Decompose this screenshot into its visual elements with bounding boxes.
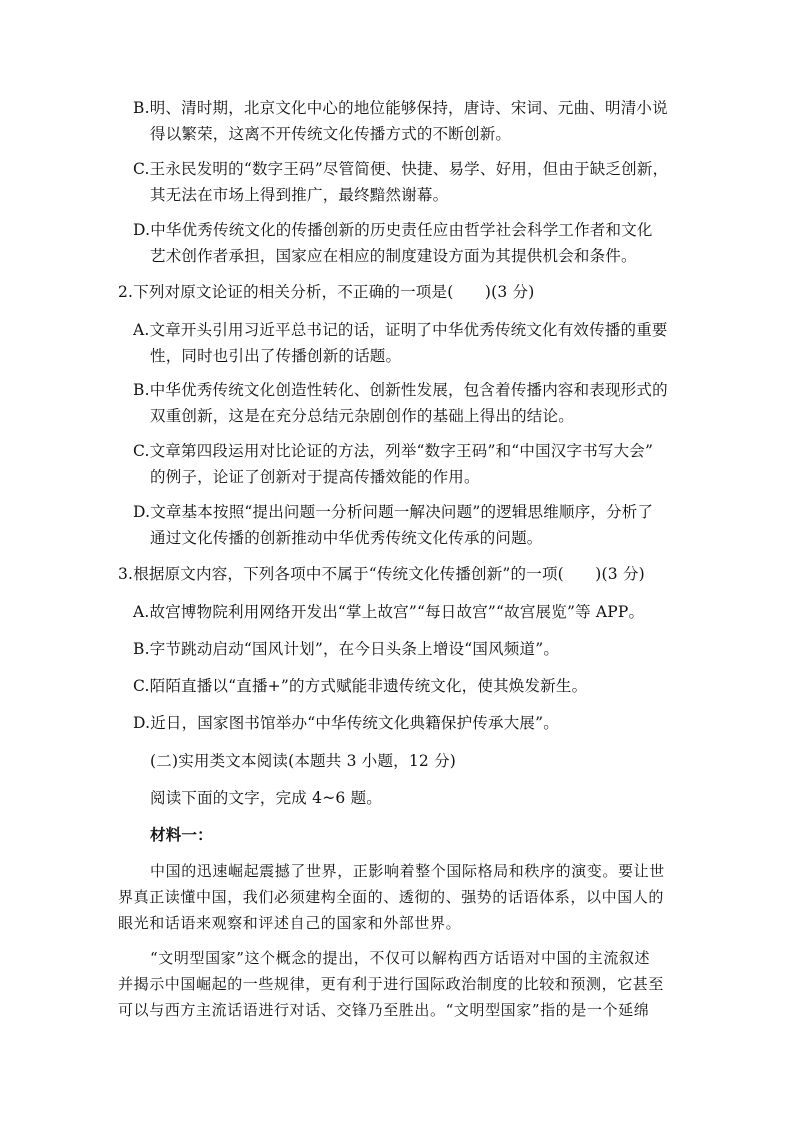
q3-stem: 3.根据原文内容，下列各项中不属于“传统文化传播创新”的一项( )(3 分) [118, 565, 645, 583]
q3-option-b: B.字节跳动启动“国风计划”，在今日头条上增设“国风频道”。 [133, 640, 560, 658]
q2-option-c-line2: 的例子，论证了创新对于提高传播效能的作用。 [150, 468, 480, 486]
q2-option-b-line2: 双重创新，这是在充分总结元杂剧创作的基础上得出的结论。 [150, 407, 574, 425]
q2-option-a-line2: 性，同时也引出了传播创新的话题。 [150, 347, 402, 365]
section-instruction: 阅读下面的文字，完成 4~6 题。 [150, 789, 382, 807]
q2-option-c-line1: C.文章第四段运用对比论证的方法，列举“数字王码”和“中国汉字书写大会” [133, 442, 654, 460]
material-label: 材料一： [150, 825, 213, 844]
material1-p1-line1: 中国的迅速崛起震撼了世界，正影响着整个国际格局和秩序的演变。要让世 [150, 862, 665, 880]
material1-p2-line2: 并揭示中国崛起的一些规律，更有利于进行国际政治制度的比较和预测，它甚至 [118, 975, 665, 993]
q3-option-a: A.故宫博物院利用网络开发出“掌上故宫”“每日故宫”“故宫展览”等 APP。 [133, 603, 645, 621]
q3-option-d: D.近日，国家图书馆举办“中华传统文化典籍保护传承大展”。 [133, 714, 559, 732]
material1-p2-line3: 可以与西方主流话语进行对话、交锋乃至胜出。“文明型国家”指的是一个延绵 [118, 1001, 650, 1019]
q1-option-c-line2: 其无法在市场上得到推广，最终黯然谢幕。 [150, 186, 449, 204]
material1-p1-line2: 界真正读懂中国，我们必须建构全面的、透彻的、强势的话语体系，以中国人的 [118, 888, 665, 906]
q1-option-c-line1: C.王永民发明的“数字王码”尽管简便、快捷、易学、好用，但由于缺乏创新， [133, 160, 669, 178]
q1-option-d-line1: D.中华优秀传统文化的传播创新的历史责任应由哲学社会科学工作者和文化 [133, 221, 653, 239]
q2-option-a-line1: A.文章开头引用习近平总书记的话，证明了中华优秀传统文化有效传播的重要 [133, 321, 668, 339]
section-heading: (二)实用类文本阅读(本题共 3 小题，12 分) [150, 752, 457, 770]
material1-p1-line3: 眼光和话语来观察和评述自己的国家和外部世界。 [118, 914, 462, 932]
q2-option-d-line1: D.文章基本按照“提出问题一分析问题一解决问题”的逻辑思维顺序，分析了 [133, 503, 654, 521]
material1-p2-line1: “文明型国家”这个概念的提出，不仅可以解构西方话语对中国的主流叙述 [150, 949, 651, 967]
q2-option-b-line1: B.中华优秀传统文化创造性转化、创新性发展，包含着传播内容和表现形式的 [133, 381, 668, 399]
q2-option-d-line2: 通过文化传播的创新推动中华优秀传统文化传承的问题。 [150, 529, 543, 547]
q1-option-d-line2: 艺术创作者承担，国家应在相应的制度建设方面为其提供机会和条件。 [150, 247, 637, 265]
q3-option-c: C.陌陌直播以“直播+”的方式赋能非遗传统文化，使其焕发新生。 [133, 677, 588, 695]
q1-option-b-line1: B.明、清时期，北京文化中心的地位能够保持，唐诗、宋词、元曲、明清小说 [133, 99, 668, 117]
q1-option-b-line2: 得以繁荣，这离不开传统文化传播方式的不断创新。 [150, 125, 512, 143]
q2-stem: 2.下列对原文论证的相关分析，不正确的一项是( )(3 分) [118, 283, 535, 301]
